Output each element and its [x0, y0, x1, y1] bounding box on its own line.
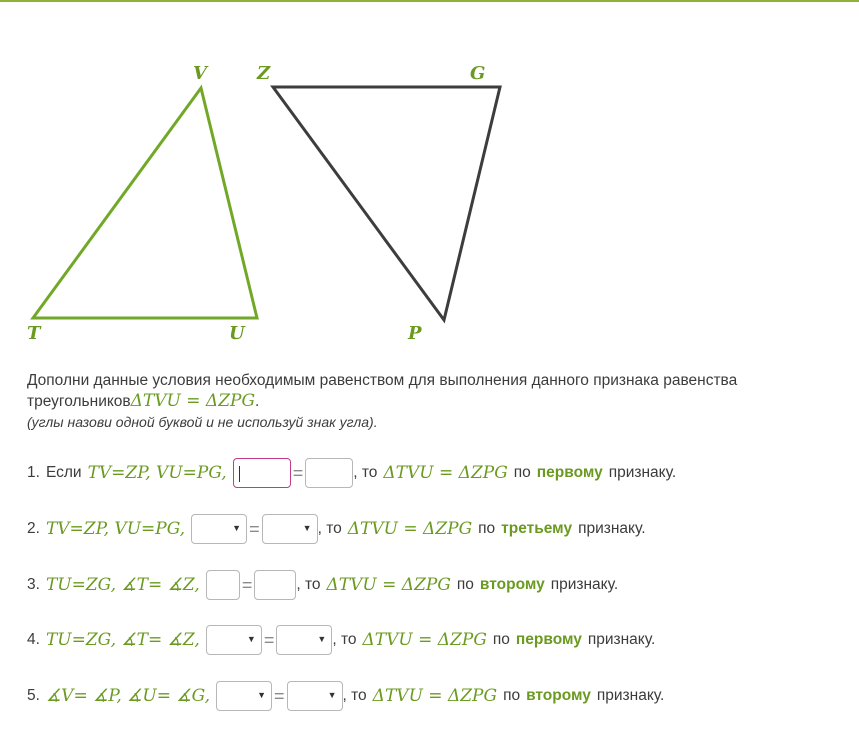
- equals-sign: =: [241, 574, 253, 595]
- row-sign: первому: [515, 631, 582, 648]
- task-row-4: [27, 623, 655, 657]
- row-sign: первому: [536, 464, 603, 481]
- answer-select-left[interactable]: [216, 681, 272, 711]
- row-suffix: признаку.: [587, 631, 656, 648]
- row-condition: TU=ZG, ∡T= ∡Z,: [45, 575, 200, 595]
- vertex-label-z: Z: [257, 63, 271, 84]
- chevron-down-icon: ▼: [232, 523, 242, 533]
- vertex-label-u: U: [229, 323, 245, 344]
- answer-select-left[interactable]: [206, 625, 262, 655]
- row-suffix: признаку.: [578, 520, 646, 537]
- row-number: 5.: [27, 687, 40, 704]
- row-formula: ΔTVU = ΔZPG: [372, 686, 498, 706]
- answer-select-right[interactable]: [262, 514, 318, 544]
- answer-input-left[interactable]: [206, 570, 240, 600]
- row-suffix: признаку.: [596, 687, 665, 704]
- row-condition: TV=ZP, VU=PG,: [45, 519, 186, 539]
- row-formula: ΔTVU = ΔZPG: [383, 463, 508, 483]
- row-sign: третьему: [501, 520, 573, 537]
- task-row-2: [27, 512, 646, 546]
- row-number: 3.: [27, 576, 40, 593]
- answer-input-left[interactable]: [233, 458, 291, 488]
- equals-sign: =: [263, 629, 275, 650]
- chevron-down-icon: ▼: [246, 634, 256, 644]
- chevron-down-icon: ▼: [317, 634, 327, 644]
- equals-sign: =: [273, 685, 285, 706]
- row-formula: ΔTVU = ΔZPG: [326, 575, 451, 595]
- row-prefix: Если: [45, 464, 82, 481]
- triangles-figure: [0, 0, 859, 350]
- task-row-5: [27, 679, 664, 713]
- chevron-down-icon: ▼: [327, 690, 337, 700]
- instruction-formula: ΔTVU = ΔZPG: [130, 391, 256, 411]
- vertex-label-t: T: [27, 323, 41, 344]
- instruction-text: Дополни данные условия необходимым равенством для выполнения данного признака равенства треугольников: [27, 372, 738, 410]
- row-number: 2.: [27, 520, 40, 537]
- text-caret: [239, 466, 240, 482]
- equals-sign: =: [292, 462, 304, 483]
- row-by: по: [503, 687, 521, 704]
- row-then: , то: [342, 687, 367, 704]
- answer-select-left[interactable]: [191, 514, 247, 544]
- row-suffix: признаку.: [608, 464, 677, 481]
- row-sign: второму: [479, 576, 545, 593]
- task-row-1: [27, 456, 676, 490]
- row-by: по: [478, 520, 496, 537]
- row-by: по: [513, 464, 531, 481]
- answer-input-right[interactable]: [254, 570, 296, 600]
- task-row-3: [27, 568, 618, 602]
- vertex-label-g: G: [470, 63, 486, 84]
- vertex-label-v: V: [193, 63, 207, 84]
- instruction-end: .: [255, 393, 260, 410]
- row-suffix: признаку.: [550, 576, 619, 593]
- row-then: , то: [317, 520, 342, 537]
- row-by: по: [456, 576, 474, 593]
- equals-sign: =: [249, 518, 260, 539]
- task-instructions: [27, 370, 837, 433]
- answer-select-right[interactable]: [287, 681, 343, 711]
- row-formula: ΔTVU = ΔZPG: [362, 630, 487, 650]
- row-number: 1.: [27, 464, 40, 481]
- row-condition: TV=ZP, VU=PG,: [87, 463, 227, 483]
- row-then: , то: [353, 464, 378, 481]
- chevron-down-icon: ▼: [257, 690, 266, 700]
- row-formula: ΔTVU = ΔZPG: [347, 519, 473, 539]
- triangle-zgp: [273, 87, 500, 320]
- chevron-down-icon: ▼: [302, 523, 312, 533]
- row-by: по: [492, 631, 510, 648]
- row-sign: второму: [526, 687, 591, 704]
- answer-select-right[interactable]: [276, 625, 332, 655]
- triangle-tvu: [33, 88, 257, 318]
- instruction-hint: (углы назови одной буквой и не используй знак угла).: [27, 414, 378, 430]
- row-then: , то: [332, 631, 357, 648]
- vertex-label-p: P: [408, 323, 422, 344]
- answer-input-right[interactable]: [305, 458, 353, 488]
- row-number: 4.: [27, 631, 40, 648]
- row-condition: ∡V= ∡P, ∡U= ∡G,: [45, 686, 210, 706]
- row-condition: TU=ZG, ∡T= ∡Z,: [45, 630, 200, 650]
- row-then: , то: [296, 576, 321, 593]
